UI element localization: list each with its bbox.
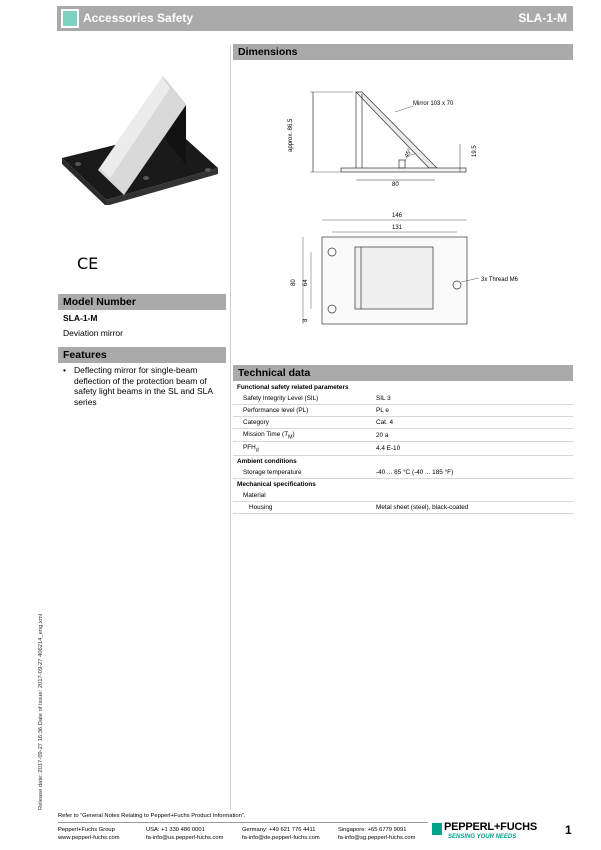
feature-item <box>63 365 229 407</box>
footer-rule <box>58 822 428 823</box>
label-mirror: Mirror 103 x 70 <box>413 101 454 107</box>
footer-sg-col <box>338 826 415 842</box>
row-label: Safety Integrity Level (SIL) <box>233 393 372 405</box>
header-square-icon <box>61 9 79 28</box>
model-code: SLA-1-M <box>63 313 98 323</box>
row-label-pfh <box>233 442 372 455</box>
group-title: Ambient conditions <box>237 457 297 465</box>
page-title: Accessories Safety <box>83 11 194 25</box>
label-text: PFH <box>243 443 256 451</box>
table-row <box>233 490 573 502</box>
label-131: 131 <box>392 225 403 231</box>
label-146: 146 <box>392 213 403 219</box>
group-row <box>233 382 573 393</box>
dimensions-heading: Dimensions <box>233 44 573 60</box>
footer-web[interactable]: www.pepperl-fuchs.com <box>58 835 120 841</box>
row-label-mission-time <box>233 429 372 442</box>
pf-logo-icon <box>432 820 442 838</box>
group-row <box>233 478 573 490</box>
label-64: 64 <box>303 279 309 286</box>
row-value: Metal sheet (steel), black-coated <box>372 501 573 513</box>
footer-usa-col <box>146 826 223 842</box>
ce-mark: CE <box>77 254 99 273</box>
label-height: approx. 86.5 <box>288 118 294 152</box>
footer-sg-phone: Singapore: +65 6779 9091 <box>338 827 407 833</box>
table-row <box>233 467 573 479</box>
row-value: Cat. 4 <box>372 417 573 429</box>
features-heading: Features <box>58 347 226 363</box>
product-photo <box>58 70 228 205</box>
row-value <box>372 490 573 502</box>
features-list <box>63 365 229 407</box>
table-row <box>233 442 573 455</box>
brand-slogan: SENSING YOUR NEEDS <box>448 834 517 840</box>
row-label: Material <box>233 490 372 502</box>
side-view-drawing <box>295 84 495 194</box>
label-sub: M <box>288 433 293 440</box>
row-label: Performance level (PL) <box>233 405 372 417</box>
column-divider <box>230 45 231 810</box>
row-value: 4.4 E-10 <box>372 442 573 455</box>
model-number-heading: Model Number <box>58 294 226 310</box>
technical-data-heading: Technical data <box>233 365 573 381</box>
row-value: SIL 3 <box>372 393 573 405</box>
row-value: 20 a <box>372 429 573 442</box>
table-row <box>233 405 573 417</box>
footer-de-col <box>242 826 320 842</box>
row-value: -40 ... 85 °C (-40 ... 185 °F) <box>372 467 573 479</box>
group-title: Functional safety related parameters <box>237 384 349 391</box>
label-end: ) <box>292 430 295 438</box>
row-value: PL e <box>372 405 573 417</box>
group-title: Mechanical specifications <box>237 480 316 488</box>
row-label: Storage temperature <box>233 467 372 479</box>
label-thread: 3x Thread M6 <box>481 277 518 283</box>
table-row <box>233 429 573 442</box>
bullet-icon: • <box>63 365 66 375</box>
footer-refer: Refer to “General Notes Relating to Pepperl+Fuchs Product Information”. <box>58 813 246 819</box>
label-80: 80 <box>291 279 297 286</box>
row-label: Category <box>233 417 372 429</box>
footer-group-col <box>58 826 120 842</box>
footer-usa-phone: USA: +1 330 486 0001 <box>146 827 205 833</box>
table-row <box>233 393 573 405</box>
label-angle: 45° <box>404 148 414 159</box>
footer-de-mail[interactable]: fa-info@de.pepperl-fuchs.com <box>242 835 320 841</box>
footer-de-phone: Germany: +49 621 776 4411 <box>242 827 316 833</box>
header-bar <box>57 6 573 31</box>
group-row <box>233 455 573 467</box>
label-thickness: 19.5 <box>472 145 478 157</box>
footer-usa-mail[interactable]: fa-info@us.pepperl-fuchs.com <box>146 835 224 841</box>
page-number: 1 <box>565 823 572 837</box>
label-text: Mission Time (T <box>243 430 289 438</box>
label-sub: d <box>255 447 259 454</box>
brand-name: PEPPERL+FUCHS <box>444 821 538 833</box>
model-description: Deviation mirror <box>63 328 123 338</box>
row-label: Housing <box>233 501 372 513</box>
label-8: 8 <box>303 318 309 322</box>
footer-group: Pepperl+Fuchs Group <box>58 827 115 833</box>
footer-sg-mail[interactable]: fa-info@sg.pepperl-fuchs.com <box>338 835 416 841</box>
table-row <box>233 417 573 429</box>
table-row <box>233 501 573 513</box>
feature-text: Deflecting mirror for single-beam deflection of the protection beam of safety light beams in the SL and SLA series <box>74 365 213 407</box>
release-note: Release date: 2017-09-27 16:36 Date of issue: 2017-09-27 406214_eng.xml <box>38 614 44 810</box>
label-width-80: 80 <box>392 182 399 188</box>
technical-data-table <box>233 382 573 514</box>
product-code: SLA-1-M <box>518 11 567 25</box>
